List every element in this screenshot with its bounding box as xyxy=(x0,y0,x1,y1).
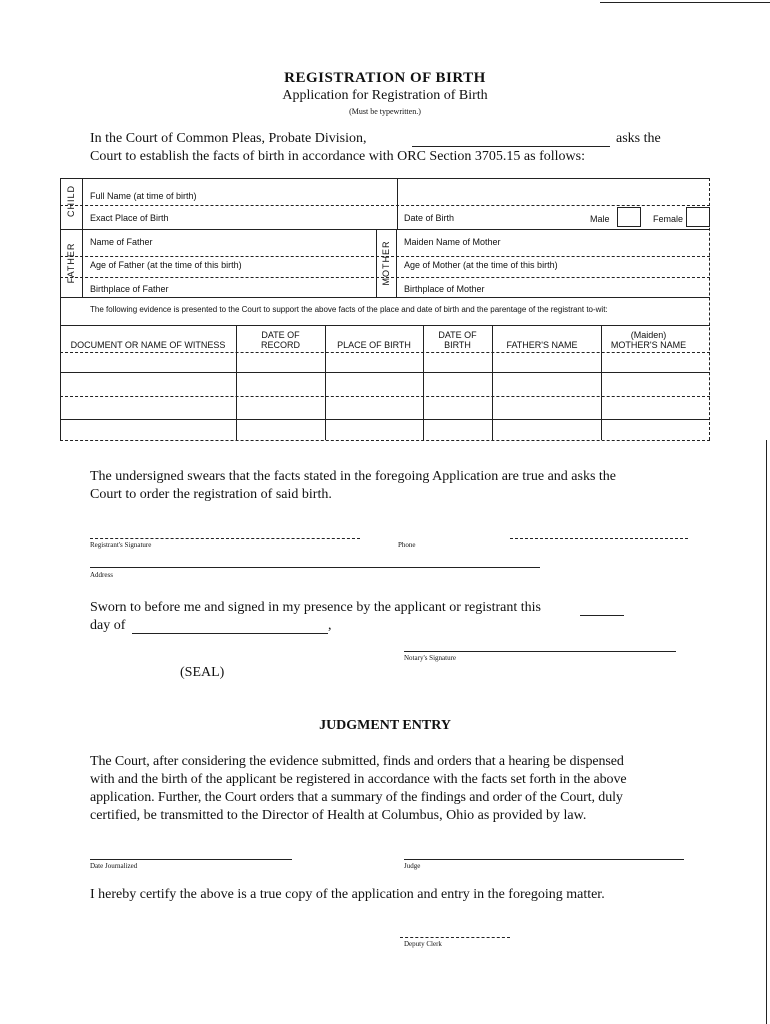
intro-line-end: asks the xyxy=(616,131,661,146)
notary-signature-label: Notary's Signature xyxy=(404,654,457,662)
phone-line[interactable] xyxy=(510,538,688,539)
judgment-line-3: application. Further, the Court orders that a summary of the findings and order of the Court, duly xyxy=(90,790,623,805)
col-fathers-name-header: FATHER'S NAME xyxy=(506,340,578,350)
father-section-label: FATHER xyxy=(66,242,76,284)
child-full-name-label[interactable]: Full Name (at time of birth) xyxy=(90,191,197,201)
col-date-of-birth-line2: BIRTH xyxy=(444,340,471,350)
evidence-statement: The following evidence is presented to the Court to support the above facts of the place and date of birth and the parentage of the registrant to-wit: xyxy=(90,305,608,314)
top-edge-line xyxy=(600,2,770,3)
mother-birthplace-label[interactable]: Birthplace of Mother xyxy=(404,284,485,294)
father-age-label[interactable]: Age of Father (at the time of this birth) xyxy=(90,260,242,270)
judgment-line-4: certified, be transmitted to the Director of Health at Columbus, Ohio as provided by law. xyxy=(90,808,587,823)
registrant-signature-line[interactable] xyxy=(90,538,360,539)
registrant-signature-label: Registrant's Signature xyxy=(90,541,152,549)
mother-age-label[interactable]: Age of Mother (at the time of this birth) xyxy=(404,260,558,270)
col-mothers-name-line2: MOTHER'S NAME xyxy=(610,340,687,350)
form-subtitle: Application for Registration of Birth xyxy=(282,88,488,103)
male-checkbox[interactable] xyxy=(617,207,641,227)
certify-text: I hereby certify the above is a true copy of the application and entry in the foregoing matter. xyxy=(90,887,605,902)
form-title: REGISTRATION OF BIRTH xyxy=(284,70,486,86)
date-journalized-label: Date Journalized xyxy=(90,862,138,870)
intro-line-start: In the Court of Common Pleas, Probate Division, xyxy=(90,131,367,146)
sworn-month-field[interactable] xyxy=(132,619,328,634)
sworn-line-1: Sworn to before me and signed in my presence by the applicant or registrant this xyxy=(90,600,541,615)
col-place-of-birth-header: PLACE OF BIRTH xyxy=(337,340,411,350)
col-document-header: DOCUMENT OR NAME OF WITNESS xyxy=(70,340,226,350)
deputy-clerk-label: Deputy Clerk xyxy=(404,940,442,948)
col-date-of-record-line2: RECORD xyxy=(260,340,300,350)
female-checkbox[interactable] xyxy=(686,207,710,227)
judge-signature-line[interactable] xyxy=(404,859,684,860)
date-journalized-line[interactable] xyxy=(90,859,292,860)
sworn-day-field[interactable] xyxy=(580,601,624,616)
oath-line-1: The undersigned swears that the facts stated in the foregoing Application are true and asks the xyxy=(90,469,616,484)
child-place-of-birth-label[interactable]: Exact Place of Birth xyxy=(90,213,169,223)
intro-line-2: Court to establish the facts of birth in accordance with ORC Section 3705.15 as follows: xyxy=(90,149,585,164)
father-name-label[interactable]: Name of Father xyxy=(90,237,153,247)
judgment-line-2: with and the birth of the applicant be registered in accordance with the facts set forth in the above xyxy=(90,772,627,787)
mother-section-label: MOTHER xyxy=(381,240,391,286)
court-name-field[interactable] xyxy=(412,132,610,147)
judgment-line-1: The Court, after considering the evidence submitted, finds and orders that a hearing be dispensed xyxy=(90,754,624,769)
sworn-day-of-label: day of xyxy=(90,618,126,633)
sworn-comma: , xyxy=(328,618,332,633)
notary-signature-line[interactable] xyxy=(404,651,676,652)
address-line[interactable] xyxy=(90,567,540,568)
address-label: Address xyxy=(90,571,113,579)
typewritten-note: (Must be typewritten.) xyxy=(349,107,421,116)
phone-label: Phone xyxy=(398,541,416,549)
judge-label: Judge xyxy=(404,862,421,870)
seal-label: (SEAL) xyxy=(180,665,225,680)
child-section-label: CHILD xyxy=(66,185,76,218)
col-date-of-birth-line1: DATE OF xyxy=(438,330,477,340)
deputy-clerk-line[interactable] xyxy=(400,937,510,938)
female-label: Female xyxy=(653,214,684,224)
male-label: Male xyxy=(590,214,610,224)
col-date-of-record-line1: DATE OF xyxy=(261,330,300,340)
judgment-title: JUDGMENT ENTRY xyxy=(319,718,451,733)
oath-line-2: Court to order the registration of said birth. xyxy=(90,487,332,502)
child-date-of-birth-label[interactable]: Date of Birth xyxy=(404,213,455,223)
col-mothers-name-line1: (Maiden) xyxy=(630,330,667,340)
mother-maiden-name-label[interactable]: Maiden Name of Mother xyxy=(404,237,501,247)
father-birthplace-label[interactable]: Birthplace of Father xyxy=(90,284,169,294)
